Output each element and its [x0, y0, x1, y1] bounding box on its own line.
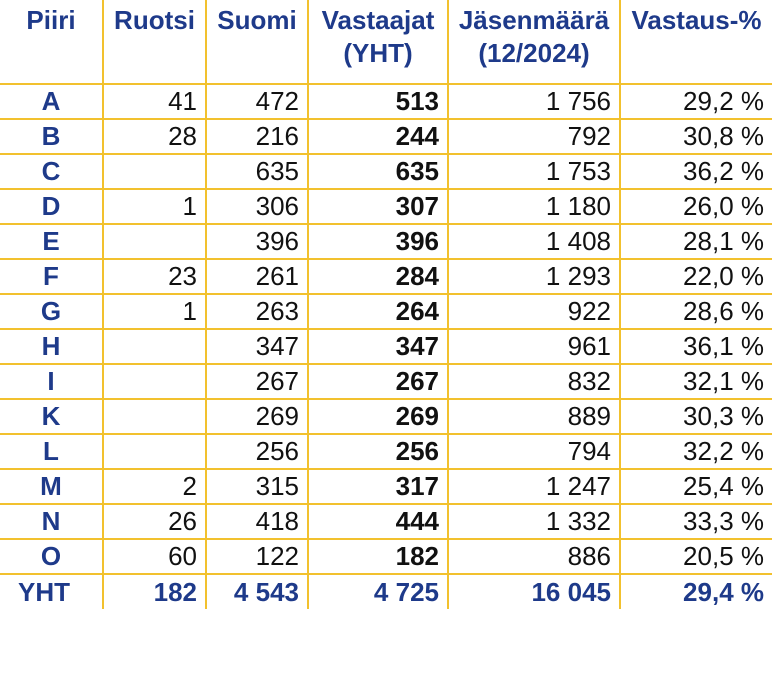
header-suomi: Suomi — [206, 0, 308, 84]
cell-ruotsi: 2 — [103, 469, 206, 504]
cell-vastaus: 22,0 % — [620, 259, 772, 294]
header-row — [0, 0, 772, 84]
table-header — [0, 0, 772, 84]
cell-vastaus: 20,5 % — [620, 539, 772, 574]
cell-ruotsi — [103, 434, 206, 469]
cell-vastaajat: 244 — [308, 119, 448, 154]
table-row — [0, 469, 772, 504]
cell-piiri: E — [0, 224, 103, 259]
cell-vastaus: 26,0 % — [620, 189, 772, 224]
cell-jasenmaara: 792 — [448, 119, 620, 154]
cell-ruotsi — [103, 329, 206, 364]
cell-vastaus: 32,1 % — [620, 364, 772, 399]
cell-vastaajat: 284 — [308, 259, 448, 294]
table-row — [0, 154, 772, 189]
cell-vastaus: 32,2 % — [620, 434, 772, 469]
cell-ruotsi — [103, 399, 206, 434]
cell-ruotsi: 28 — [103, 119, 206, 154]
cell-ruotsi — [103, 154, 206, 189]
table-row — [0, 504, 772, 539]
cell-piiri: H — [0, 329, 103, 364]
header-jasenmaara-line1: Jäsenmäärä — [458, 5, 610, 35]
total-vastaus: 29,4 % — [620, 574, 772, 609]
cell-vastaajat: 307 — [308, 189, 448, 224]
cell-jasenmaara: 1 408 — [448, 224, 620, 259]
cell-vastaus: 33,3 % — [620, 504, 772, 539]
cell-ruotsi — [103, 224, 206, 259]
cell-piiri: G — [0, 294, 103, 329]
cell-ruotsi: 41 — [103, 84, 206, 119]
cell-vastaus: 28,6 % — [620, 294, 772, 329]
total-vastaajat: 4 725 — [308, 574, 448, 609]
table-row — [0, 224, 772, 259]
cell-suomi: 396 — [206, 224, 308, 259]
header-vastaajat-line1: Vastaajat — [321, 5, 435, 35]
cell-suomi: 256 — [206, 434, 308, 469]
cell-suomi: 418 — [206, 504, 308, 539]
cell-jasenmaara: 794 — [448, 434, 620, 469]
cell-vastaus: 29,2 % — [620, 84, 772, 119]
cell-vastaajat: 444 — [308, 504, 448, 539]
cell-ruotsi: 26 — [103, 504, 206, 539]
table-row — [0, 434, 772, 469]
cell-vastaajat: 635 — [308, 154, 448, 189]
cell-vastaus: 30,8 % — [620, 119, 772, 154]
cell-suomi: 635 — [206, 154, 308, 189]
cell-suomi: 315 — [206, 469, 308, 504]
cell-jasenmaara: 1 180 — [448, 189, 620, 224]
cell-vastaajat: 513 — [308, 84, 448, 119]
header-jasenmaara — [448, 0, 620, 84]
cell-jasenmaara: 961 — [448, 329, 620, 364]
table-row — [0, 399, 772, 434]
table-body — [0, 84, 772, 609]
total-jasenmaara: 16 045 — [448, 574, 620, 609]
cell-jasenmaara: 1 247 — [448, 469, 620, 504]
cell-jasenmaara: 886 — [448, 539, 620, 574]
cell-suomi: 263 — [206, 294, 308, 329]
cell-suomi: 269 — [206, 399, 308, 434]
cell-jasenmaara: 832 — [448, 364, 620, 399]
table-row — [0, 84, 772, 119]
header-vastaus: Vastaus-% — [620, 0, 772, 84]
table-row — [0, 119, 772, 154]
cell-suomi: 472 — [206, 84, 308, 119]
table-row — [0, 329, 772, 364]
cell-ruotsi — [103, 364, 206, 399]
total-ruotsi: 182 — [103, 574, 206, 609]
cell-piiri: N — [0, 504, 103, 539]
table-row — [0, 294, 772, 329]
cell-suomi: 122 — [206, 539, 308, 574]
cell-vastaus: 36,2 % — [620, 154, 772, 189]
table-row — [0, 364, 772, 399]
cell-piiri: M — [0, 469, 103, 504]
cell-piiri: B — [0, 119, 103, 154]
cell-piiri: D — [0, 189, 103, 224]
header-vastaajat-line2: (YHT) — [343, 38, 413, 68]
table-row — [0, 259, 772, 294]
header-jasenmaara-line2: (12/2024) — [478, 38, 590, 68]
cell-vastaajat: 396 — [308, 224, 448, 259]
cell-vastaajat: 317 — [308, 469, 448, 504]
cell-vastaajat: 256 — [308, 434, 448, 469]
cell-piiri: K — [0, 399, 103, 434]
header-vastaajat — [308, 0, 448, 84]
cell-ruotsi: 23 — [103, 259, 206, 294]
cell-jasenmaara: 1 293 — [448, 259, 620, 294]
cell-ruotsi: 60 — [103, 539, 206, 574]
cell-ruotsi: 1 — [103, 189, 206, 224]
cell-jasenmaara: 922 — [448, 294, 620, 329]
total-suomi: 4 543 — [206, 574, 308, 609]
cell-jasenmaara: 1 753 — [448, 154, 620, 189]
cell-vastaus: 30,3 % — [620, 399, 772, 434]
table-row — [0, 189, 772, 224]
cell-piiri: L — [0, 434, 103, 469]
cell-vastaajat: 267 — [308, 364, 448, 399]
cell-vastaus: 28,1 % — [620, 224, 772, 259]
table-row — [0, 539, 772, 574]
cell-suomi: 306 — [206, 189, 308, 224]
cell-vastaus: 36,1 % — [620, 329, 772, 364]
cell-vastaajat: 264 — [308, 294, 448, 329]
total-row — [0, 574, 772, 609]
cell-piiri: F — [0, 259, 103, 294]
cell-vastaus: 25,4 % — [620, 469, 772, 504]
header-ruotsi: Ruotsi — [103, 0, 206, 84]
total-piiri: YHT — [18, 576, 70, 607]
cell-jasenmaara: 1 332 — [448, 504, 620, 539]
header-piiri: Piiri — [0, 0, 103, 84]
cell-piiri: C — [0, 154, 103, 189]
cell-piiri: O — [0, 539, 103, 574]
cell-vastaajat: 347 — [308, 329, 448, 364]
cell-suomi: 261 — [206, 259, 308, 294]
cell-vastaajat: 182 — [308, 539, 448, 574]
cell-jasenmaara: 1 756 — [448, 84, 620, 119]
cell-suomi: 347 — [206, 329, 308, 364]
cell-vastaajat: 269 — [308, 399, 448, 434]
cell-suomi: 267 — [206, 364, 308, 399]
cell-piiri: I — [0, 364, 103, 399]
cell-jasenmaara: 889 — [448, 399, 620, 434]
cell-suomi: 216 — [206, 119, 308, 154]
cell-ruotsi: 1 — [103, 294, 206, 329]
cell-piiri: A — [0, 84, 103, 119]
